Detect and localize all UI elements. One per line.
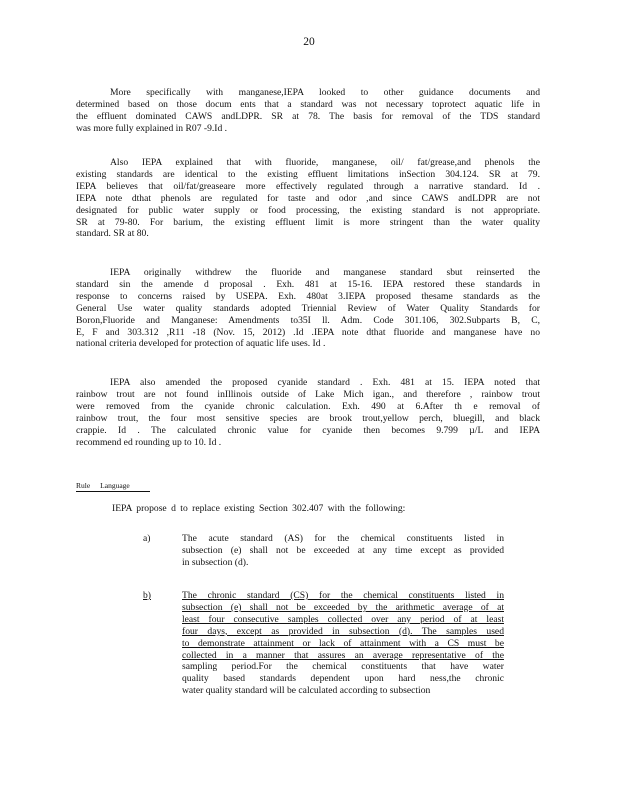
item-line: subsection (e) shall not be exceeded at any time except as provided — [182, 544, 504, 556]
section-heading-rule-language — [76, 481, 150, 492]
paragraph-line: rainbow trout, the four most sensitive species are brook trout,yellow perch, bluegill, and black — [76, 412, 540, 424]
paragraph-line: crappie. Id . The calculated chronic value for cyanide then becomes 9.799 µ/L and IEPA — [76, 424, 540, 436]
paragraph-line: IEPA also amended the proposed cyanide standard . Exh. 481 at 15. IEPA noted that — [110, 377, 540, 388]
paragraph-line: General Use water quality standards adopted Triennial Review of Water Quality Standards for — [76, 302, 540, 314]
paragraph-line: recommend ed rounding up to 10. Id . — [76, 436, 222, 448]
item-line: four days, except as provided in subsection (d). The samples used — [182, 625, 504, 637]
paragraph-fluoride — [76, 157, 540, 240]
item-line: The acute standard (AS) for the chemical constituents listed in — [182, 533, 504, 544]
paragraph-line: More specifically with manganese,IEPA looked to other guidance documents and — [110, 87, 540, 98]
item-line: subsection (e) shall not be exceeded by the arithmetic average of at — [182, 601, 504, 613]
paragraph-line: Also IEPA explained that with fluoride, manganese, oil/ fat/grease,and phenols the — [110, 157, 540, 168]
paragraph-line: Boron,Fluoride and Manganese: Amendments to35I ll. Adm. Code 301.106, 302.Subparts B, C, — [76, 314, 540, 326]
paragraph-line: IEPA note dthat phenols are regulated for taste and odor ,and since CAWS andLDPR are not — [76, 192, 540, 204]
paragraph-line: national criteria developed for protection of aquatic life uses. Id . — [76, 338, 326, 350]
rule-intro: IEPA propose d to replace existing Section 302.407 with the following: — [112, 503, 406, 514]
paragraph-line: were removed from the cyanide chronic calculation. Exh. 490 at 6.After th e removal of — [76, 400, 540, 412]
item-line: to demonstrate attainment or lack of attainment with a CS must be — [182, 637, 504, 649]
paragraph-line: E, F and 303.312 ,R11 -18 (Nov. 15, 2012) .Id .IEPA note dthat fluoride and manganese have no — [76, 326, 540, 338]
item-line: in subsection (d). — [182, 556, 249, 568]
item-line: quality based standards dependent upon hard ness,the chronic — [182, 673, 504, 685]
item-line: collected in a manner that assures an average representative of the — [182, 649, 504, 661]
paragraph-cyanide — [76, 377, 540, 448]
item-line: The chronic standard (CS) for the chemical constituents listed in — [182, 590, 504, 601]
paragraph-line: response to concerns raised by USEPA. Exh. 480at 3.IEPA proposed thesame standards as the — [76, 290, 540, 302]
paragraph-line: standard sin the amende d proposal . Exh. 481 at 15-16. IEPA restored these standards in — [76, 278, 540, 290]
paragraph-line: IEPA originally withdrew the fluoride and manganese standard sbut reinserted the — [110, 267, 540, 278]
paragraph-manganese — [76, 87, 540, 135]
heading-word: Language — [100, 481, 130, 490]
paragraph-line: was more fully explained in R07 -9.Id . — [76, 122, 228, 134]
item-marker: a) — [143, 533, 151, 544]
paragraph-line: the effluent dominated CAWS andLDPR. SR at 78. The basis for removal of the TDS standard — [76, 110, 540, 122]
paragraph-line: SR at 79-80. For barium, the existing effluent limit is more stringent than the water quality — [76, 216, 540, 228]
item-line: water quality standard will be calculated according to subsection — [182, 685, 431, 697]
page-number: 20 — [303, 36, 315, 48]
paragraph-line: existing standards are identical to the existing effluent limitations inSection 304.124. SR at 79. — [76, 168, 540, 180]
item-line: sampling period.For the chemical constituents that have water — [182, 661, 504, 673]
item-marker: b) — [143, 590, 151, 601]
paragraph-line: designated for public water supply or food processing, the existing standard is not appropriate. — [76, 204, 540, 216]
paragraph-line: rainbow trout are not found inIllinois outside of Lake Mich igan., and therefore , rainbow trout — [76, 388, 540, 400]
paragraph-line: determined based on those docum ents that a standard was not necessary toprotect aquatic life in — [76, 98, 540, 110]
paragraph-withdrawal — [76, 267, 540, 350]
item-line: least four consecutive samples collected over any period of at least — [182, 613, 504, 625]
paragraph-line: IEPA believes that oil/fat/greaseare more effectively regulated through a narrative standard. Id . — [76, 180, 540, 192]
paragraph-line: standard. SR at 80. — [76, 228, 149, 240]
heading-word: Rule — [76, 481, 91, 490]
